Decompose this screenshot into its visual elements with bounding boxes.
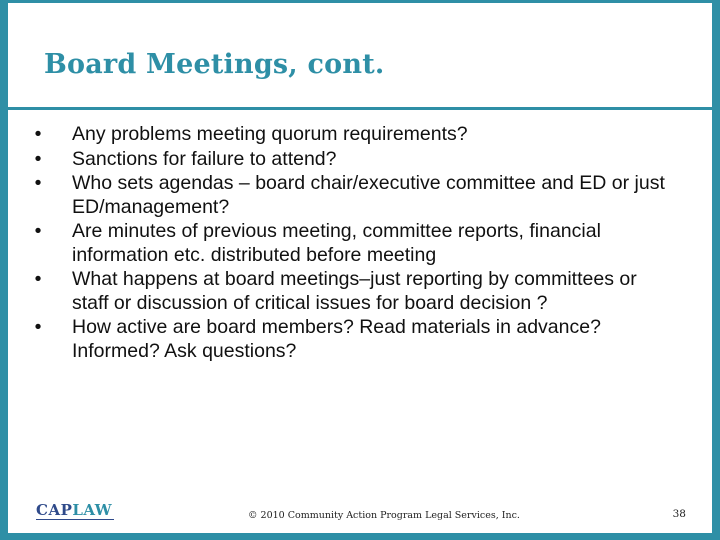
logo-underline (36, 519, 114, 520)
logo-law: LAW (72, 501, 113, 519)
bullet-text: Any problems meeting quorum requirements? (72, 123, 468, 145)
bullet-item (28, 316, 678, 363)
bullet-item (28, 220, 678, 267)
bullet-dot: • (34, 172, 42, 194)
logo-wordmark (36, 502, 114, 518)
logo-cap: CAP (36, 501, 73, 519)
bullet-text: Who sets agendas – board chair/executive committee and ED or just ED/management? (72, 172, 665, 218)
bullet-item (28, 148, 678, 172)
bullet-text: What happens at board meetings–just reporting by committees or staff or discussion of critical issues for board decision ? (72, 268, 637, 314)
slide-title: Board Meetings, cont. (44, 49, 385, 80)
title-divider (8, 107, 712, 110)
bullet-item (28, 268, 678, 315)
bullet-text: Sanctions for failure to attend? (72, 147, 337, 170)
bullet-dot: • (34, 123, 42, 145)
bullet-text: Are minutes of previous meeting, committee reports, financial information etc. distributed before meeting (72, 220, 601, 266)
page-number: 38 (672, 508, 686, 520)
bullet-dot: • (34, 220, 42, 242)
bullet-list (28, 123, 678, 364)
bullet-text: How active are board members? Read materials in advance? Informed? Ask questions? (72, 316, 601, 362)
copyright-notice: © 2010 Community Action Program Legal Services, Inc. (248, 510, 520, 521)
caplaw-logo (36, 502, 114, 528)
bullet-item (28, 172, 678, 219)
bullet-dot: • (34, 147, 42, 170)
bullet-item (28, 123, 678, 147)
bullet-dot: • (34, 316, 42, 338)
bullet-dot: • (34, 268, 42, 290)
